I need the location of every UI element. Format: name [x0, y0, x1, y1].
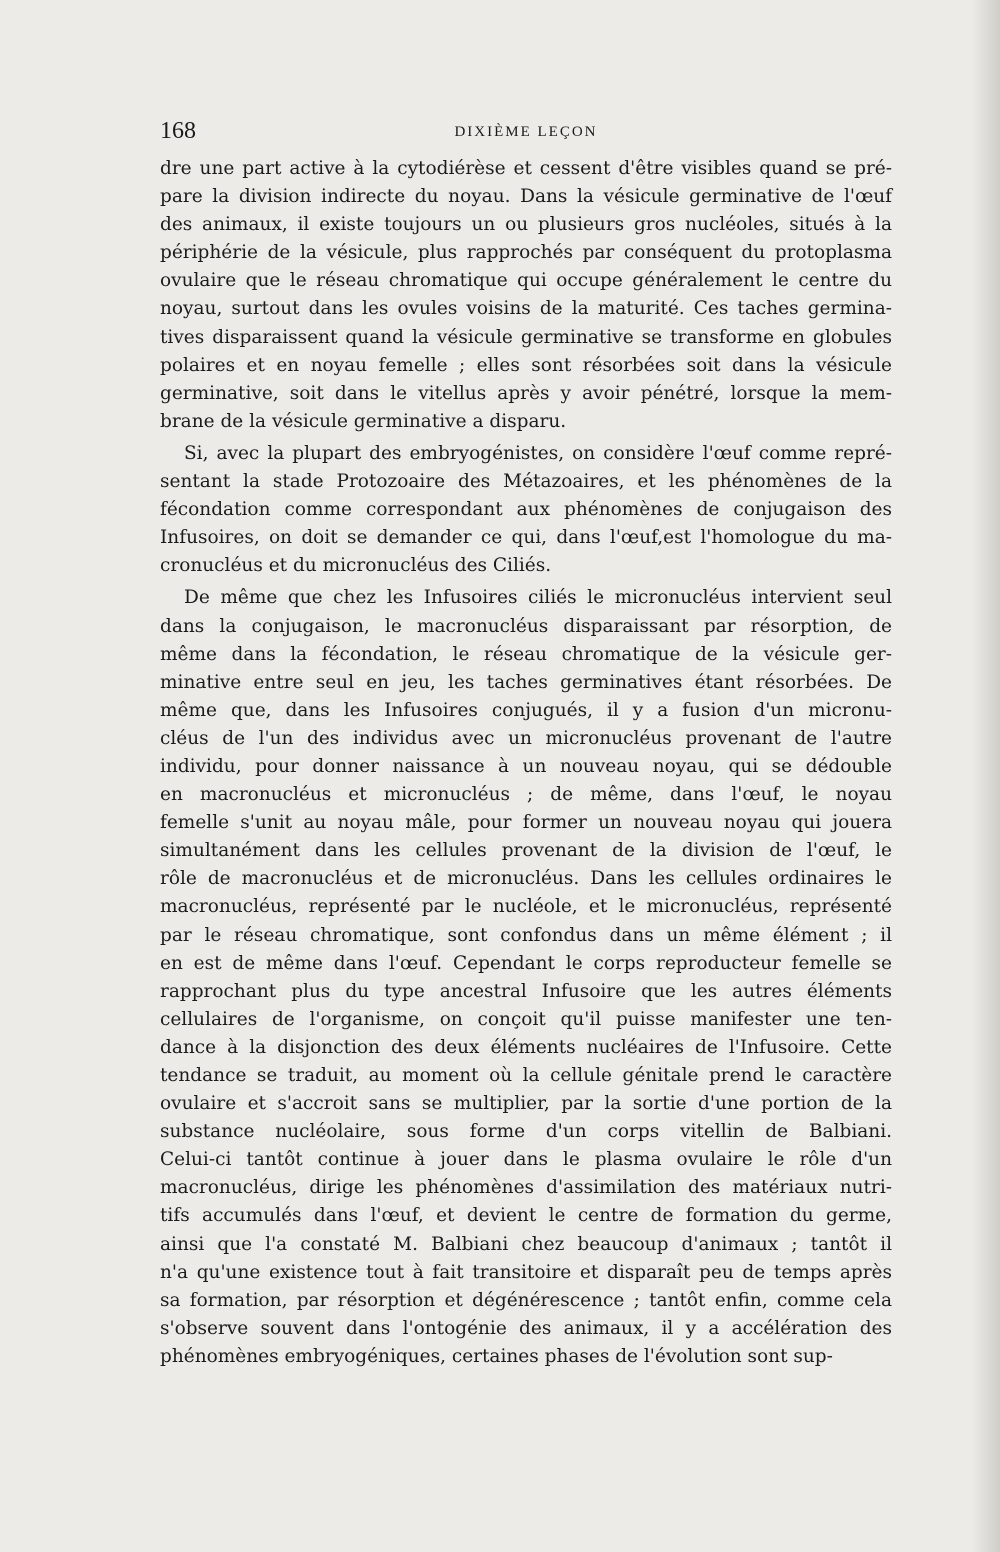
text-line: De même que chez les Infusoires ciliés le micronucléus intervient seul — [184, 587, 892, 609]
text-line: Infusoires, on doit se demander ce qui, dans l'œuf,est l'homologue du ma- — [160, 527, 892, 549]
text-line: cellulaires de l'organisme, on conçoit qu'il puisse manifester une ten- — [160, 1008, 892, 1030]
running-head: DIXIÈME LEÇON — [454, 124, 598, 140]
page-header — [160, 118, 892, 148]
text-line: Si, avec la plupart des embryogénistes, on considère l'œuf comme repré- — [184, 442, 892, 464]
text-line: en est de même dans l'œuf. Cependant le corps reproducteur femelle se — [160, 952, 892, 974]
paragraph — [160, 440, 892, 580]
text-line: phénomènes embryogéniques, certaines phases de l'évolution sont sup- — [160, 1345, 833, 1367]
text-line: par le réseau chromatique, sont confondus dans un même élément ; il — [160, 924, 892, 946]
paragraph — [160, 155, 892, 436]
text-line: macronucléus, représenté par le nucléole, et le micronucléus, représenté — [160, 896, 892, 918]
text-line: Celui-ci tantôt continue à jouer dans le plasma ovulaire le rôle d'un — [160, 1149, 892, 1171]
paragraph — [160, 584, 892, 1371]
text-line: tendance se traduit, au moment où la cellule génitale prend le caractère — [160, 1065, 892, 1086]
text-line: minative entre seul en jeu, les taches germinatives étant résorbées. De — [160, 671, 892, 693]
text-line: même dans la fécondation, le réseau chromatique de la vésicule ger- — [160, 643, 892, 665]
text-line: cronucléus et du micronucléus des Ciliés. — [160, 555, 552, 577]
text-line: fécondation comme correspondant aux phénomènes de conjugaison des — [160, 499, 892, 521]
text-line: tifs accumulés dans l'œuf, et devient le centre de formation du germe, — [160, 1205, 892, 1227]
text-line: rôle de macronucléus et de micronucléus. Dans les cellules ordinaires le — [160, 868, 892, 890]
page-edge-shadow — [972, 0, 1000, 1552]
text-line: brane de la vésicule germinative a disparu. — [160, 410, 567, 432]
text-line: macronucléus, dirige les phénomènes d'assimilation des matériaux nutri- — [160, 1177, 892, 1199]
text-line: substance nucléolaire, sous forme d'un corps vitellin de Balbiani. — [160, 1121, 892, 1143]
page-number: 168 — [160, 118, 196, 144]
text-line: des animaux, il existe toujours un ou plusieurs gros nucléoles, situés à la — [160, 214, 892, 236]
text-line: périphérie de la vésicule, plus rapprochés par conséquent du protoplasma — [160, 242, 892, 264]
text-line: cléus de l'un des individus avec un micronucléus provenant de l'autre — [160, 727, 892, 749]
text-line: individu, pour donner naissance à un nouveau noyau, qui se dédouble — [160, 755, 892, 777]
body-text — [160, 155, 892, 1371]
text-line: femelle s'unit au noyau mâle, pour former un nouveau noyau qui jouera — [160, 812, 892, 834]
text-line: dance à la disjonction des deux éléments nucléaires de l'Infusoire. Cette — [160, 1036, 892, 1058]
text-line: rapprochant plus du type ancestral Infusoire que les autres éléments — [160, 980, 892, 1002]
text-line: ovulaire que le réseau chromatique qui occupe généralement le centre du — [160, 270, 892, 292]
text-line: polaires et en noyau femelle ; elles sont résorbées soit dans la vésicule — [160, 354, 892, 376]
text-line: tives disparaissent quand la vésicule germinative se transforme en globules — [160, 326, 892, 348]
text-line: même que, dans les Infusoires conjugués, il y a fusion d'un micronu- — [160, 699, 892, 721]
text-line: s'observe souvent dans l'ontogénie des animaux, il y a accélération des — [160, 1317, 892, 1339]
text-line: simultanément dans les cellules provenant de la division de l'œuf, le — [160, 840, 892, 862]
text-line: noyau, surtout dans les ovules voisins de la maturité. Ces taches germina- — [160, 298, 892, 320]
text-line: en macronucléus et micronucléus ; de même, dans l'œuf, le noyau — [160, 784, 892, 806]
text-line: pare la division indirecte du noyau. Dans la vésicule germinative de l'œuf — [160, 186, 892, 208]
text-line: ovulaire et s'accroit sans se multiplier, par la sortie d'une portion de la — [160, 1093, 892, 1115]
text-line: sentant la stade Protozoaire des Métazoaires, et les phénomènes de la — [160, 471, 892, 493]
text-line: n'a qu'une existence tout à fait transitoire et disparaît peu de temps après — [160, 1261, 892, 1283]
text-line: dans la conjugaison, le macronucléus disparaissant par résorption, de — [160, 615, 892, 637]
text-line: dre une part active à la cytodiérèse et cessent d'être visibles quand se pré- — [160, 158, 892, 179]
text-line: germinative, soit dans le vitellus après y avoir pénétré, lorsque la mem- — [160, 382, 892, 404]
text-line: sa formation, par résorption et dégénérescence ; tantôt enfin, comme cela — [160, 1289, 892, 1311]
text-line: ainsi que l'a constaté M. Balbiani chez beaucoup d'animaux ; tantôt il — [160, 1233, 892, 1255]
